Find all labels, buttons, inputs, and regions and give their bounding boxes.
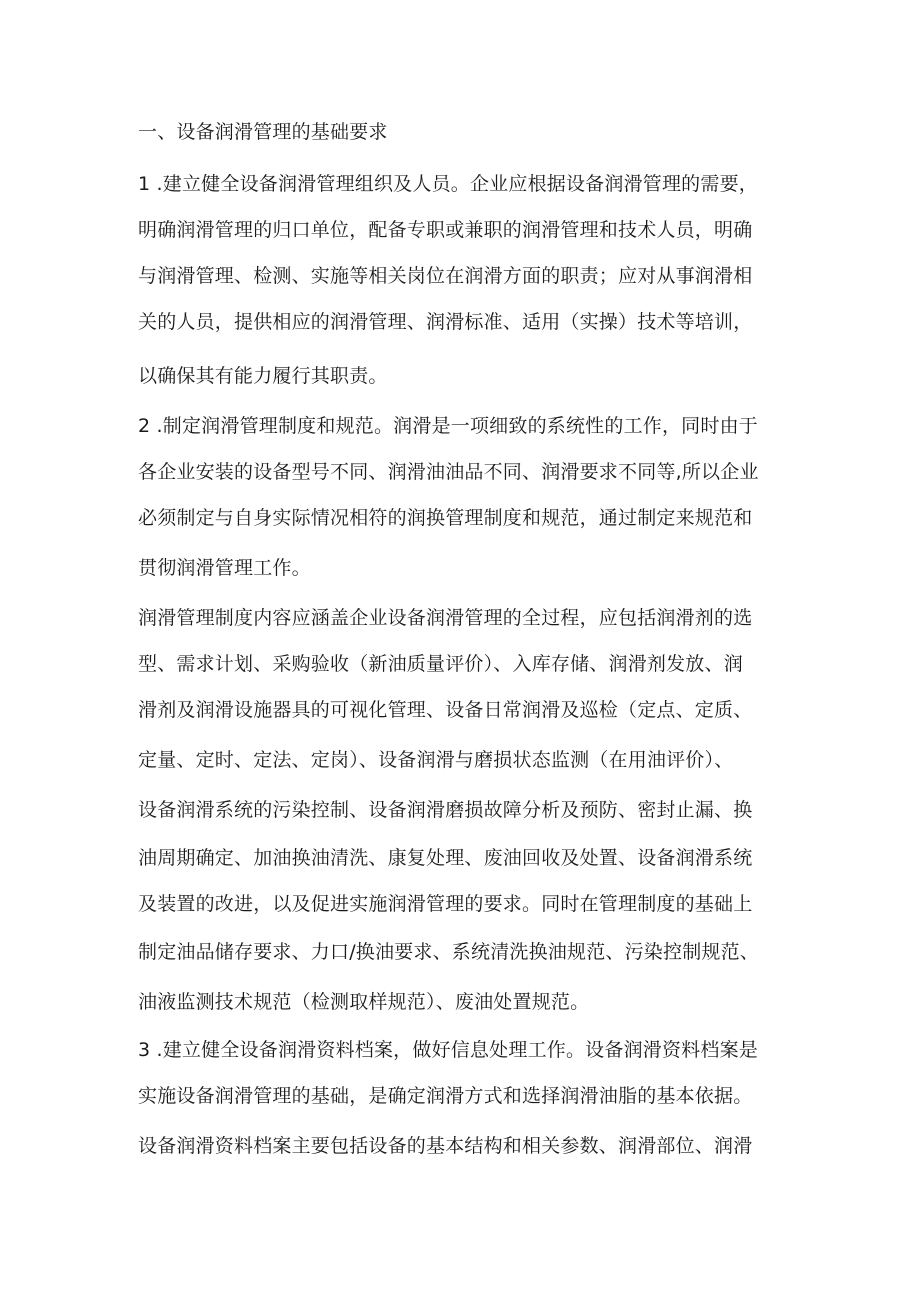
text-line: 油液监测技术规范（检测取样规范）、废油处置规范。	[138, 991, 590, 1013]
text-line: 贯彻润滑管理工作。	[138, 557, 311, 579]
text-line: 明确润滑管理的归口单位，配备专职或兼职的润滑管理和技术人员，明确	[138, 219, 753, 241]
text-line: 必须制定与自身实际情况相符的润换管理制度和规范，通过制定来规范和	[138, 507, 753, 529]
text-line: 各企业安装的设备型号不同、润滑油油品不同、润滑要求不同等,所以企业	[138, 461, 759, 483]
text-line: 润滑管理制度内容应涵盖企业设备润滑管理的全过程，应包括润滑剂的选	[138, 607, 753, 629]
text-line: 定量、定时、定法、定岗）、设备润滑与磨损状态监测（在用油评价）、	[138, 749, 734, 771]
text-line: 设备润滑资料档案主要包括设备的基本结构和相关参数、润滑部位、润滑	[138, 1135, 753, 1157]
text-line: 设备润滑系统的污染控制、设备润滑磨损故障分析及预防、密封止漏、换	[138, 799, 753, 821]
text-line: 滑剂及润滑设施器具的可视化管理、设备日常润滑及巡检（定点、定质、	[138, 699, 753, 721]
text-line: 实施设备润滑管理的基础，是确定润滑方式和选择润滑油脂的基本依据。	[138, 1085, 753, 1107]
text-line: 油周期确定、加油换油清洗、康复处理、废油回收及处置、设备润滑系统	[138, 847, 753, 869]
text-line: 与润滑管理、检测、实施等相关岗位在润滑方面的职责；应对从事润滑相	[138, 265, 753, 287]
section-heading: 一、设备润滑管理的基础要求	[138, 121, 388, 143]
text-line: 型、需求计划、采购验收（新油质量评价）、入库存储、润滑剂发放、润	[138, 653, 743, 675]
text-line: 3 .建立健全设备润滑资料档案，做好信息处理工作。设备润滑资料档案是	[138, 1039, 758, 1061]
text-line: 1 .建立健全设备润滑管理组织及人员。企业应根据设备润滑管理的需要，	[138, 173, 758, 195]
text-line: 2 .制定润滑管理制度和规范。润滑是一项细致的系统性的工作，同时由于	[138, 415, 758, 437]
text-line: 及装置的改进，以及促进实施润滑管理的要求。同时在管理制度的基础上	[138, 893, 753, 915]
text-line: 制定油品储存要求、力口/换油要求、系统清洗换油规范、污染控制规范、	[138, 941, 760, 963]
text-line: 关的人员，提供相应的润滑管理、润滑标准、适用（实操）技术等培训，	[138, 311, 753, 333]
text-line: 以确保其有能力履行其职责。	[138, 365, 388, 387]
